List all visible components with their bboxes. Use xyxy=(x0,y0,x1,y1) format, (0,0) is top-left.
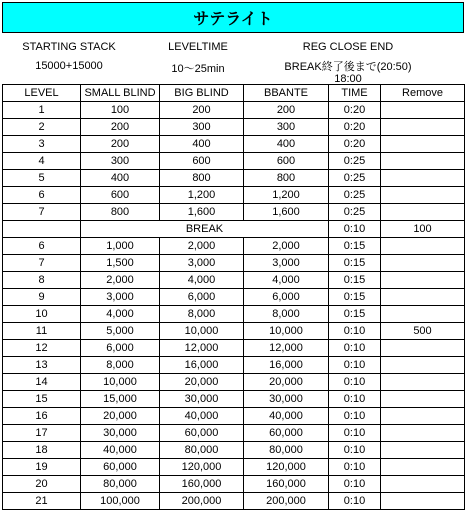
cell-time: 0:10 xyxy=(329,442,381,459)
cell-big-blind: 400 xyxy=(160,136,244,153)
table-row xyxy=(3,442,465,459)
cell-time: 0:10 xyxy=(329,459,381,476)
cell-remove xyxy=(381,357,465,374)
cell-big-blind: 6,000 xyxy=(160,289,244,306)
cell-level: 17 xyxy=(3,425,81,442)
table-row xyxy=(3,119,465,136)
cell-level: 9 xyxy=(3,289,81,306)
cell-remove xyxy=(381,119,465,136)
cell-remove xyxy=(381,391,465,408)
cell-remove: 100 xyxy=(381,221,465,238)
cell-time: 0:25 xyxy=(329,187,381,204)
cell-big-blind: 600 xyxy=(160,153,244,170)
table-row xyxy=(3,374,465,391)
cell-bbante: 12,000 xyxy=(244,340,329,357)
header-bbante: BBANTE xyxy=(244,85,329,102)
cell-remove xyxy=(381,493,465,510)
table-row xyxy=(3,170,465,187)
cell-time: 0:15 xyxy=(329,289,381,306)
cell-level: 6 xyxy=(3,238,81,255)
cell-small-blind: 300 xyxy=(81,153,160,170)
cell-time: 0:25 xyxy=(329,170,381,187)
cell-level: 20 xyxy=(3,476,81,493)
cell-remove xyxy=(381,170,465,187)
cell-bbante: 2,000 xyxy=(244,238,329,255)
cell-bbante: 8,000 xyxy=(244,306,329,323)
cell-remove xyxy=(381,306,465,323)
cell-time: 0:10 xyxy=(329,357,381,374)
starting-stack-value: 15000+15000 xyxy=(35,60,103,72)
cell-big-blind: 1,200 xyxy=(160,187,244,204)
cell-big-blind: 200 xyxy=(160,102,244,119)
cell-small-blind: 800 xyxy=(81,204,160,221)
cell-small-blind: 600 xyxy=(81,187,160,204)
leveltime-value: 10～25min xyxy=(171,63,225,75)
reg-close-value: BREAK終了後まで(20:50) xyxy=(284,61,412,73)
cell-bbante: 10,000 xyxy=(244,323,329,340)
cell-remove xyxy=(381,459,465,476)
cell-big-blind: 200,000 xyxy=(160,493,244,510)
cell-bbante: 400 xyxy=(244,136,329,153)
cell-remove xyxy=(381,425,465,442)
blind-structure-sheet xyxy=(2,2,464,510)
cell-remove xyxy=(381,136,465,153)
cell-level: 19 xyxy=(3,459,81,476)
cell-level xyxy=(3,221,81,238)
cell-bbante: 600 xyxy=(244,153,329,170)
header-big-blind: BIG BLIND xyxy=(160,85,244,102)
cell-bbante: 20,000 xyxy=(244,374,329,391)
cell-time: 0:15 xyxy=(329,306,381,323)
break-row xyxy=(3,221,465,238)
cell-big-blind: 3,000 xyxy=(160,255,244,272)
cell-small-blind: 15,000 xyxy=(81,391,160,408)
cell-remove: 500 xyxy=(381,323,465,340)
cell-level: 4 xyxy=(3,153,81,170)
leveltime-label: LEVELTIME xyxy=(168,41,228,53)
cell-remove xyxy=(381,340,465,357)
cell-bbante: 40,000 xyxy=(244,408,329,425)
cell-time: 0:25 xyxy=(329,204,381,221)
cell-time: 0:10 xyxy=(329,391,381,408)
cell-remove xyxy=(381,187,465,204)
cell-small-blind: 200 xyxy=(81,136,160,153)
cell-big-blind: 2,000 xyxy=(160,238,244,255)
cell-remove xyxy=(381,289,465,306)
cell-remove xyxy=(381,374,465,391)
header-time: TIME xyxy=(329,85,381,102)
cell-time: 0:10 xyxy=(329,493,381,510)
start-time: 18:00 xyxy=(334,73,362,85)
cell-bbante: 120,000 xyxy=(244,459,329,476)
table-row xyxy=(3,340,465,357)
cell-bbante: 200 xyxy=(244,102,329,119)
cell-remove xyxy=(381,408,465,425)
cell-level: 10 xyxy=(3,306,81,323)
cell-level: 3 xyxy=(3,136,81,153)
cell-level: 8 xyxy=(3,272,81,289)
tournament-info xyxy=(2,33,464,84)
table-row xyxy=(3,136,465,153)
table-row xyxy=(3,425,465,442)
cell-big-blind: 20,000 xyxy=(160,374,244,391)
cell-small-blind: 8,000 xyxy=(81,357,160,374)
table-row xyxy=(3,102,465,119)
cell-small-blind: 1,500 xyxy=(81,255,160,272)
cell-level: 5 xyxy=(3,170,81,187)
cell-small-blind: 6,000 xyxy=(81,340,160,357)
table-row xyxy=(3,391,465,408)
cell-time: 0:10 xyxy=(329,340,381,357)
cell-level: 1 xyxy=(3,102,81,119)
cell-bbante: 3,000 xyxy=(244,255,329,272)
cell-small-blind: 10,000 xyxy=(81,374,160,391)
cell-bbante: 60,000 xyxy=(244,425,329,442)
cell-small-blind: 400 xyxy=(81,170,160,187)
cell-time: 0:20 xyxy=(329,119,381,136)
cell-remove xyxy=(381,102,465,119)
cell-bbante: 16,000 xyxy=(244,357,329,374)
cell-time: 0:10 xyxy=(329,323,381,340)
cell-time: 0:25 xyxy=(329,153,381,170)
cell-remove xyxy=(381,255,465,272)
cell-small-blind: 100,000 xyxy=(81,493,160,510)
header-remove: Remove xyxy=(381,85,465,102)
table-row xyxy=(3,357,465,374)
cell-remove xyxy=(381,476,465,493)
cell-level: 7 xyxy=(3,255,81,272)
table-row xyxy=(3,238,465,255)
cell-level: 6 xyxy=(3,187,81,204)
cell-bbante: 200,000 xyxy=(244,493,329,510)
cell-time: 0:15 xyxy=(329,272,381,289)
cell-level: 21 xyxy=(3,493,81,510)
cell-level: 16 xyxy=(3,408,81,425)
cell-level: 13 xyxy=(3,357,81,374)
table-row xyxy=(3,408,465,425)
header-level: LEVEL xyxy=(3,85,81,102)
cell-time: 0:10 xyxy=(329,425,381,442)
cell-remove xyxy=(381,442,465,459)
reg-close-label: REG CLOSE END xyxy=(302,41,394,53)
cell-time: 0:10 xyxy=(329,476,381,493)
cell-bbante: 1,600 xyxy=(244,204,329,221)
cell-remove xyxy=(381,153,465,170)
cell-big-blind: 1,600 xyxy=(160,204,244,221)
cell-small-blind: 200 xyxy=(81,119,160,136)
table-row xyxy=(3,289,465,306)
cell-small-blind: 5,000 xyxy=(81,323,160,340)
header-small-blind: SMALL BLIND xyxy=(81,85,160,102)
starting-stack-label: STARTING STACK xyxy=(22,41,116,53)
cell-level: 7 xyxy=(3,204,81,221)
sheet-title: サテライト xyxy=(2,2,464,33)
cell-small-blind: 100 xyxy=(81,102,160,119)
cell-bbante: 4,000 xyxy=(244,272,329,289)
cell-small-blind: 60,000 xyxy=(81,459,160,476)
cell-small-blind: 80,000 xyxy=(81,476,160,493)
cell-big-blind: 800 xyxy=(160,170,244,187)
cell-level: 15 xyxy=(3,391,81,408)
cell-remove xyxy=(381,272,465,289)
cell-big-blind: 12,000 xyxy=(160,340,244,357)
table-row xyxy=(3,272,465,289)
cell-level: 18 xyxy=(3,442,81,459)
cell-level: 12 xyxy=(3,340,81,357)
cell-bbante: 80,000 xyxy=(244,442,329,459)
table-header-row xyxy=(3,85,465,102)
cell-bbante: 300 xyxy=(244,119,329,136)
cell-bbante: 6,000 xyxy=(244,289,329,306)
cell-small-blind: 30,000 xyxy=(81,425,160,442)
break-label: BREAK xyxy=(81,221,329,238)
table-row xyxy=(3,153,465,170)
cell-bbante: 160,000 xyxy=(244,476,329,493)
cell-big-blind: 8,000 xyxy=(160,306,244,323)
cell-big-blind: 60,000 xyxy=(160,425,244,442)
cell-level: 2 xyxy=(3,119,81,136)
cell-time: 0:15 xyxy=(329,238,381,255)
cell-time: 0:20 xyxy=(329,102,381,119)
cell-big-blind: 30,000 xyxy=(160,391,244,408)
cell-time: 0:10 xyxy=(329,221,381,238)
cell-small-blind: 1,000 xyxy=(81,238,160,255)
cell-big-blind: 10,000 xyxy=(160,323,244,340)
cell-bbante: 800 xyxy=(244,170,329,187)
cell-big-blind: 160,000 xyxy=(160,476,244,493)
cell-time: 0:10 xyxy=(329,408,381,425)
cell-level: 14 xyxy=(3,374,81,391)
table-row xyxy=(3,493,465,510)
cell-time: 0:20 xyxy=(329,136,381,153)
cell-big-blind: 40,000 xyxy=(160,408,244,425)
cell-level: 11 xyxy=(3,323,81,340)
cell-small-blind: 4,000 xyxy=(81,306,160,323)
table-row xyxy=(3,476,465,493)
cell-small-blind: 40,000 xyxy=(81,442,160,459)
table-row xyxy=(3,255,465,272)
cell-bbante: 30,000 xyxy=(244,391,329,408)
cell-bbante: 1,200 xyxy=(244,187,329,204)
cell-small-blind: 20,000 xyxy=(81,408,160,425)
cell-small-blind: 3,000 xyxy=(81,289,160,306)
cell-big-blind: 16,000 xyxy=(160,357,244,374)
cell-big-blind: 80,000 xyxy=(160,442,244,459)
cell-time: 0:10 xyxy=(329,374,381,391)
cell-big-blind: 300 xyxy=(160,119,244,136)
table-row xyxy=(3,187,465,204)
cell-big-blind: 4,000 xyxy=(160,272,244,289)
cell-time: 0:15 xyxy=(329,255,381,272)
blind-table xyxy=(2,84,465,510)
table-row xyxy=(3,459,465,476)
table-row xyxy=(3,323,465,340)
table-row xyxy=(3,204,465,221)
cell-big-blind: 120,000 xyxy=(160,459,244,476)
cell-remove xyxy=(381,204,465,221)
cell-remove xyxy=(381,238,465,255)
cell-small-blind: 2,000 xyxy=(81,272,160,289)
table-row xyxy=(3,306,465,323)
